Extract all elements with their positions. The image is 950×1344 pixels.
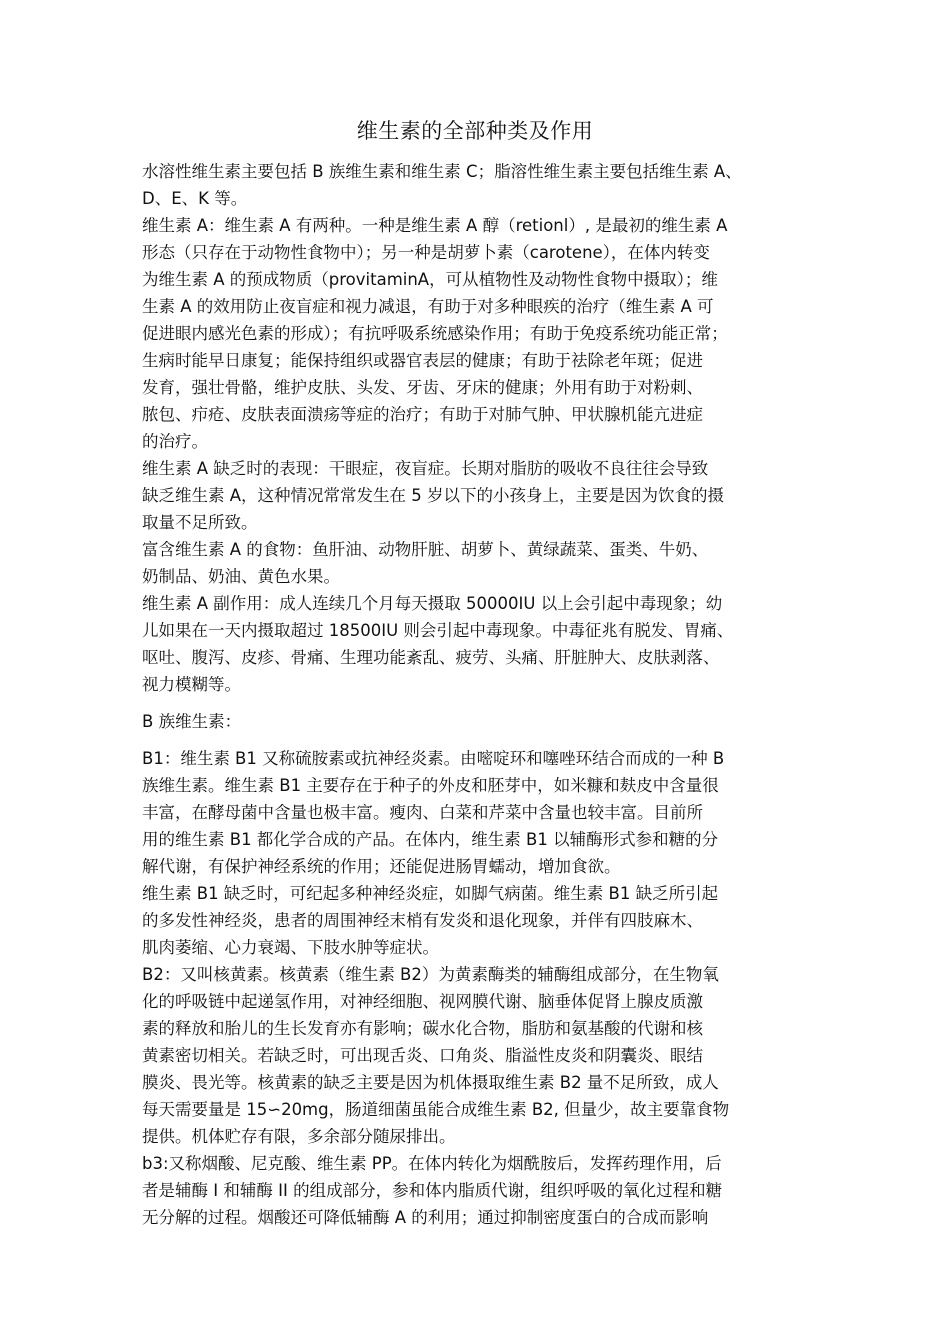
text-line: B2：又叫核黄素。核黄素（维生素 B2）为黄素酶类的辅酶组成部分，在生物氧 xyxy=(142,965,719,984)
text-line: 缺乏维生素 A，这种情况常常发生在 5 岁以下的小孩身上，主要是因为饮食的摄 xyxy=(142,486,725,505)
text-line: 用的维生素 B1 都化学合成的产品。在体内，维生素 B1 以辅酶形式参和糖的分 xyxy=(142,830,719,849)
paragraph-gap xyxy=(142,698,832,708)
text-line: b3:又称烟酸、尼克酸、维生素 PP。在体内转化为烟酰胺后，发挥药理作用，后 xyxy=(142,1154,722,1173)
text-line: 维生素 B1 缺乏时，可纪起多种神经炎症，如脚气病菌。维生素 B1 缺乏所引起 xyxy=(142,884,719,903)
section-heading-b-vitamins: B 族维生素： xyxy=(142,712,242,731)
section-b-vitamins xyxy=(142,745,832,1231)
text-line: 维生素 A：维生素 A 有两种。一种是维生素 A 醇（retionl）, 是最初的维生素 A xyxy=(142,216,728,235)
text-line: 儿如果在一天内摄取超过 18500IU 则会引起中毒现象。中毒征兆有脱发、胃痛、 xyxy=(142,621,734,640)
text-line: 水溶性维生素主要包括 B 族维生素和维生素 C；脂溶性维生素主要包括维生素 A、 xyxy=(142,162,742,181)
text-line: 膜炎、畏光等。核黄素的缺乏主要是因为机体摄取维生素 B2 量不足所致，成人 xyxy=(142,1073,719,1092)
text-line: 解代谢，有保护神经系统的作用；还能促进肠胃蠕动，增加食欲。 xyxy=(142,857,621,876)
text-line: 者是辅酶 I 和辅酶 II 的组成部分，参和体内脂质代谢，组织呼吸的氧化过程和糖 xyxy=(142,1181,723,1200)
text-line: 的治疗。 xyxy=(142,432,208,451)
section-intro-vitamin-a xyxy=(142,158,832,698)
text-line: 维生素 A 缺乏时的表现：干眼症，夜盲症。长期对脂肪的吸收不良往往会导致 xyxy=(142,459,709,478)
text-line: 为维生素 A 的预成物质（provitaminA，可从植物性及动物性食物中摄取）；维 xyxy=(142,270,718,289)
text-line: 富含维生素 A 的食物：鱼肝油、动物肝脏、胡萝卜、黄绿蔬菜、蛋类、牛奶、 xyxy=(142,540,709,559)
document-body xyxy=(142,158,832,1231)
text-line: 族维生素。维生素 B1 主要存在于种子的外皮和胚芽中，如米糠和麸皮中含量很 xyxy=(142,776,719,795)
text-line: B1：维生素 B1 又称硫胺素或抗神经炎素。由嘧啶环和噻唑环结合而成的一种 B xyxy=(142,749,725,768)
text-line: 形态（只存在于动物性食物中）；另一种是胡萝卜素（carotene），在体内转变 xyxy=(142,243,710,262)
text-line: 脓包、疖疮、皮肤表面溃疡等症的治疗；有助于对肺气肿、甲状腺机能亢进症 xyxy=(142,405,703,424)
text-line: 生病时能早日康复；能保持组织或器官表层的健康；有助于祛除老年斑；促进 xyxy=(142,351,703,370)
text-line: 每天需要量是 15∽20mg，肠道细菌虽能合成维生素 B2, 但量少，故主要靠食物 xyxy=(142,1100,730,1119)
text-line: 视力模糊等。 xyxy=(142,675,241,694)
page-title: 维生素的全部种类及作用 xyxy=(356,119,594,143)
text-line: 呕吐、腹泻、皮疹、骨痛、生理功能紊乱、疲劳、头痛、肝脏肿大、皮肤剥落、 xyxy=(142,648,720,667)
text-line: 无分解的过程。烟酸还可降低辅酶 A 的利用；通过抑制密度蛋白的合成而影响 xyxy=(142,1208,709,1227)
text-line: 发育，强壮骨骼，维护皮肤、头发、牙齿、牙床的健康；外用有助于对粉刺、 xyxy=(142,378,703,397)
text-line: 丰富，在酵母菌中含量也极丰富。瘦肉、白菜和芹菜中含量也较丰富。目前所 xyxy=(142,803,703,822)
text-line: 肌肉萎缩、心力衰竭、下肢水肿等症状。 xyxy=(142,938,439,957)
paragraph-gap xyxy=(142,735,832,745)
text-line: 素的释放和胎儿的生长发育亦有影响；碳水化合物，脂肪和氨基酸的代谢和核 xyxy=(142,1019,703,1038)
text-line: 黄素密切相关。若缺乏时，可出现舌炎、口角炎、脂溢性皮炎和阴囊炎、眼结 xyxy=(142,1046,703,1065)
text-line: 生素 A 的效用防止夜盲症和视力减退，有助于对多种眼疾的治疗（维生素 A 可 xyxy=(142,297,714,316)
text-line: 取量不足所致。 xyxy=(142,513,258,532)
text-line: 提供。机体贮存有限，多余部分随尿排出。 xyxy=(142,1127,456,1146)
text-line: 化的呼吸链中起递氢作用，对神经细胞、视网膜代谢、脑垂体促肾上腺皮质激 xyxy=(142,992,703,1011)
text-line: 促进眼内感光色素的形成）；有抗呼吸系统感染作用；有助于免疫系统功能正常； xyxy=(142,324,728,343)
text-line: 的多发性神经炎，患者的周围神经末梢有发炎和退化现象，并伴有四肢麻木、 xyxy=(142,911,703,930)
text-line: D、E、K 等。 xyxy=(142,189,248,208)
text-line: 维生素 A 副作用：成人连续几个月每天摄取 50000IU 以上会引起中毒现象；幼 xyxy=(142,594,723,613)
text-line: 奶制品、奶油、黄色水果。 xyxy=(142,567,340,586)
